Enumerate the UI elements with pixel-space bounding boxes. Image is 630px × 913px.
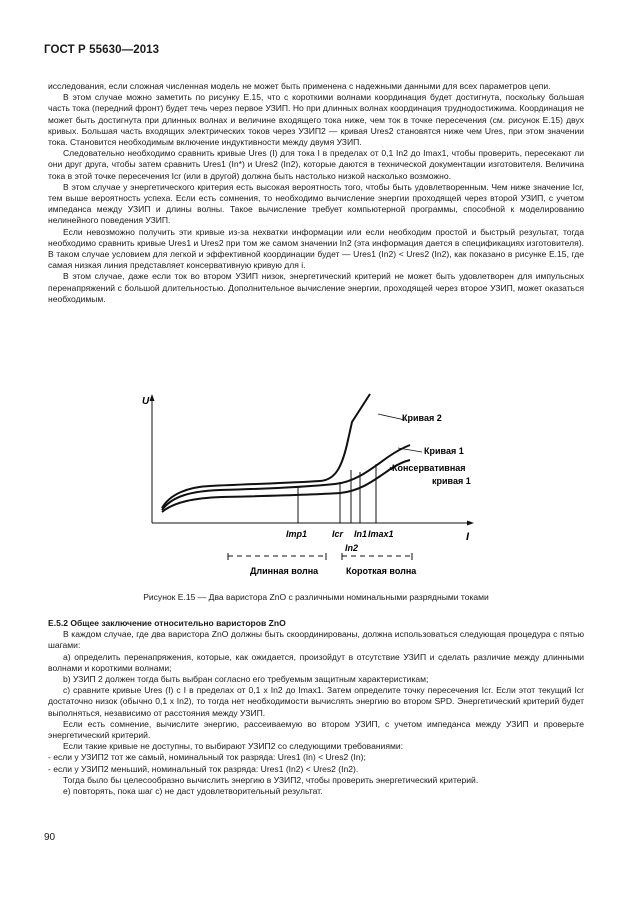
paragraph: исследования, если сложная численная модель не может быть применена с надежными данными для всех параметров цепи. — [48, 81, 551, 91]
paragraph: c) сравните кривые Ures (I) с I в пределах от 0,1 x In2 до Imax1. Затем определите точку пересечения Icr. Если этот текущий Icr достаточно низок (обычно 0,1 x In2), то тогда нет необходимости вычислять энергию во втором SPD. Энергетический критерий будет выполняться, независимо от расстояния между УЗИП. — [48, 685, 584, 718]
section-title: E.5.2 Общее заключение относительно варисторов ZnO — [48, 618, 286, 628]
curve-2 — [162, 394, 370, 508]
tick-imp1: Imp1 — [286, 529, 308, 539]
label-conservative-a: Консервативная — [392, 463, 466, 473]
paragraph: В каждом случае, где два варистора ZnO должны быть скоординированы, должна использоваться следующая процедура с пятью шагами: — [48, 629, 584, 651]
figure-e15 — [130, 390, 500, 590]
x-axis-label: I — [466, 531, 470, 543]
paragraph: Если есть сомнение, вычислите энергию, рассеиваемую во втором УЗИП, с учетом импеданса между УЗИП и проверьте энергетический критерий. — [48, 718, 584, 741]
leader-curve-1 — [398, 448, 422, 452]
label-long-wave: Длинная волна — [250, 566, 319, 576]
document-header: ГОСТ Р 55630—2013 — [44, 44, 160, 56]
paragraph: Если невозможно получить эти кривые из-за нехватки информации или если необходим простой и быстрый результат, тогда необходимо сравнить кривые Ures1 и Ures2 при том же самом значении In2 (эта информация дается в спецификациях изготовителя). В таком случае условием для легкой и эффективной координации будет — Ures1 (In2) < Ures2 (In2), как показано в рисунке E.15, где самая низкая линия представляет консервативную кривую для i. — [48, 226, 584, 271]
label-curve-1: Кривая 1 — [424, 446, 464, 456]
paragraph: a) определить перенапряжения, которые, как ожидается, произойдут в отсутствие УЗИП и сделать различие между длинными волнами и короткими волнами; — [48, 651, 584, 673]
label-short-wave: Короткая волна — [346, 566, 417, 576]
paragraph: Если такие кривые не доступны, то выбирают УЗИП2 со следующими требованиями: — [63, 741, 403, 752]
page-number: 90 — [44, 832, 56, 843]
tick-in1: In1 — [354, 529, 368, 539]
y-axis-arrow — [150, 394, 155, 401]
paragraph: e) повторять, пока шаг c) не даст удовлетворительный результат. — [63, 786, 323, 797]
paragraph: - если у УЗИП2 тот же самый, номинальный ток разряда: Ures1 (In) < Ures2 (In); — [48, 752, 366, 763]
curve-1 — [162, 445, 410, 510]
figure-caption: Рисунок E.15 — Два варистора ZnO с различными номинальными разрядными токами — [143, 592, 489, 602]
x-axis-arrow — [467, 521, 474, 526]
label-conservative-b: кривая 1 — [432, 476, 471, 486]
paragraph: b) УЗИП 2 должен тогда быть выбран согласно его требуемым защитным характеристикам; — [63, 674, 429, 685]
paragraph: - если у УЗИП2 меньший, номинальный ток разряда: Ures1 (In2) < Ures2 (In2). — [48, 763, 359, 774]
paragraph: В этом случае, даже если ток во втором УЗИП низок, энергетический критерий не может быть удовлетворен для импульсных перенапряжений с большой длительностью. Дополнительное вычисление энергии, проходящей через второе УЗИП, может оказаться необходимым. — [48, 271, 584, 304]
text-block-bottom — [48, 618, 584, 797]
label-curve-2: Кривая 2 — [402, 413, 442, 423]
paragraph: Следовательно необходимо сравнить кривые Ures (I) для тока I в пределах от 0,1 In2 до Imax1, чтобы проверить, пересекают ли они друг друга, чтобы затем сравнить Ures1 (In*) и Ures2 (In2), которые даются в технической документации изготовителя. Величина тока в этой точке пересечения Icr (или в другой) должна быть настолько низкой насколько возможно. — [48, 148, 584, 181]
tick-icr: Icr — [332, 529, 344, 539]
paragraph: В этом случае можно заметить по рисунку E.15, что с короткими волнами координация будет достигнута, поскольку большая часть тока (передний фронт) будет течь через первое УЗИП. Но при длинных волнах координация труднодостижима. Координация не может быть достигнута при длинных волнах и величине входящего тока ниже, чем ток в точке пересечения (см. рисунок E.15) двух кривых. Большая часть входящих электрических токов через УЗИП2 — кривая Ures2 становятся ниже чем Ures, при этом значении тока. Становится необходимым включение индуктивности между двумя УЗИП. — [48, 92, 584, 148]
paragraph: Тогда было бы целесообразно вычислить энергию в УЗИП2, чтобы проверить энергетический критерий. — [63, 774, 479, 785]
leader-curve-2 — [378, 414, 405, 420]
tick-imax1: Imax1 — [368, 529, 394, 539]
paragraph: В этом случае у энергетического критерия есть высокая вероятность того, чтобы быть удовлетворенным. Чем ниже значение Icr, тем выше вероятность успеха. Если есть сомнения, то необходимо вычисление энергии проходящей через второй УЗИП, с учетом импеданса между УЗИП и длины волны. Такое вычисление требует компьютерной программы, способной к моделированию нелинейного поведения УЗИП. — [48, 181, 584, 226]
text-block-top — [48, 81, 584, 305]
tick-in2: In2 — [345, 543, 359, 553]
y-axis-label: U — [142, 396, 150, 407]
